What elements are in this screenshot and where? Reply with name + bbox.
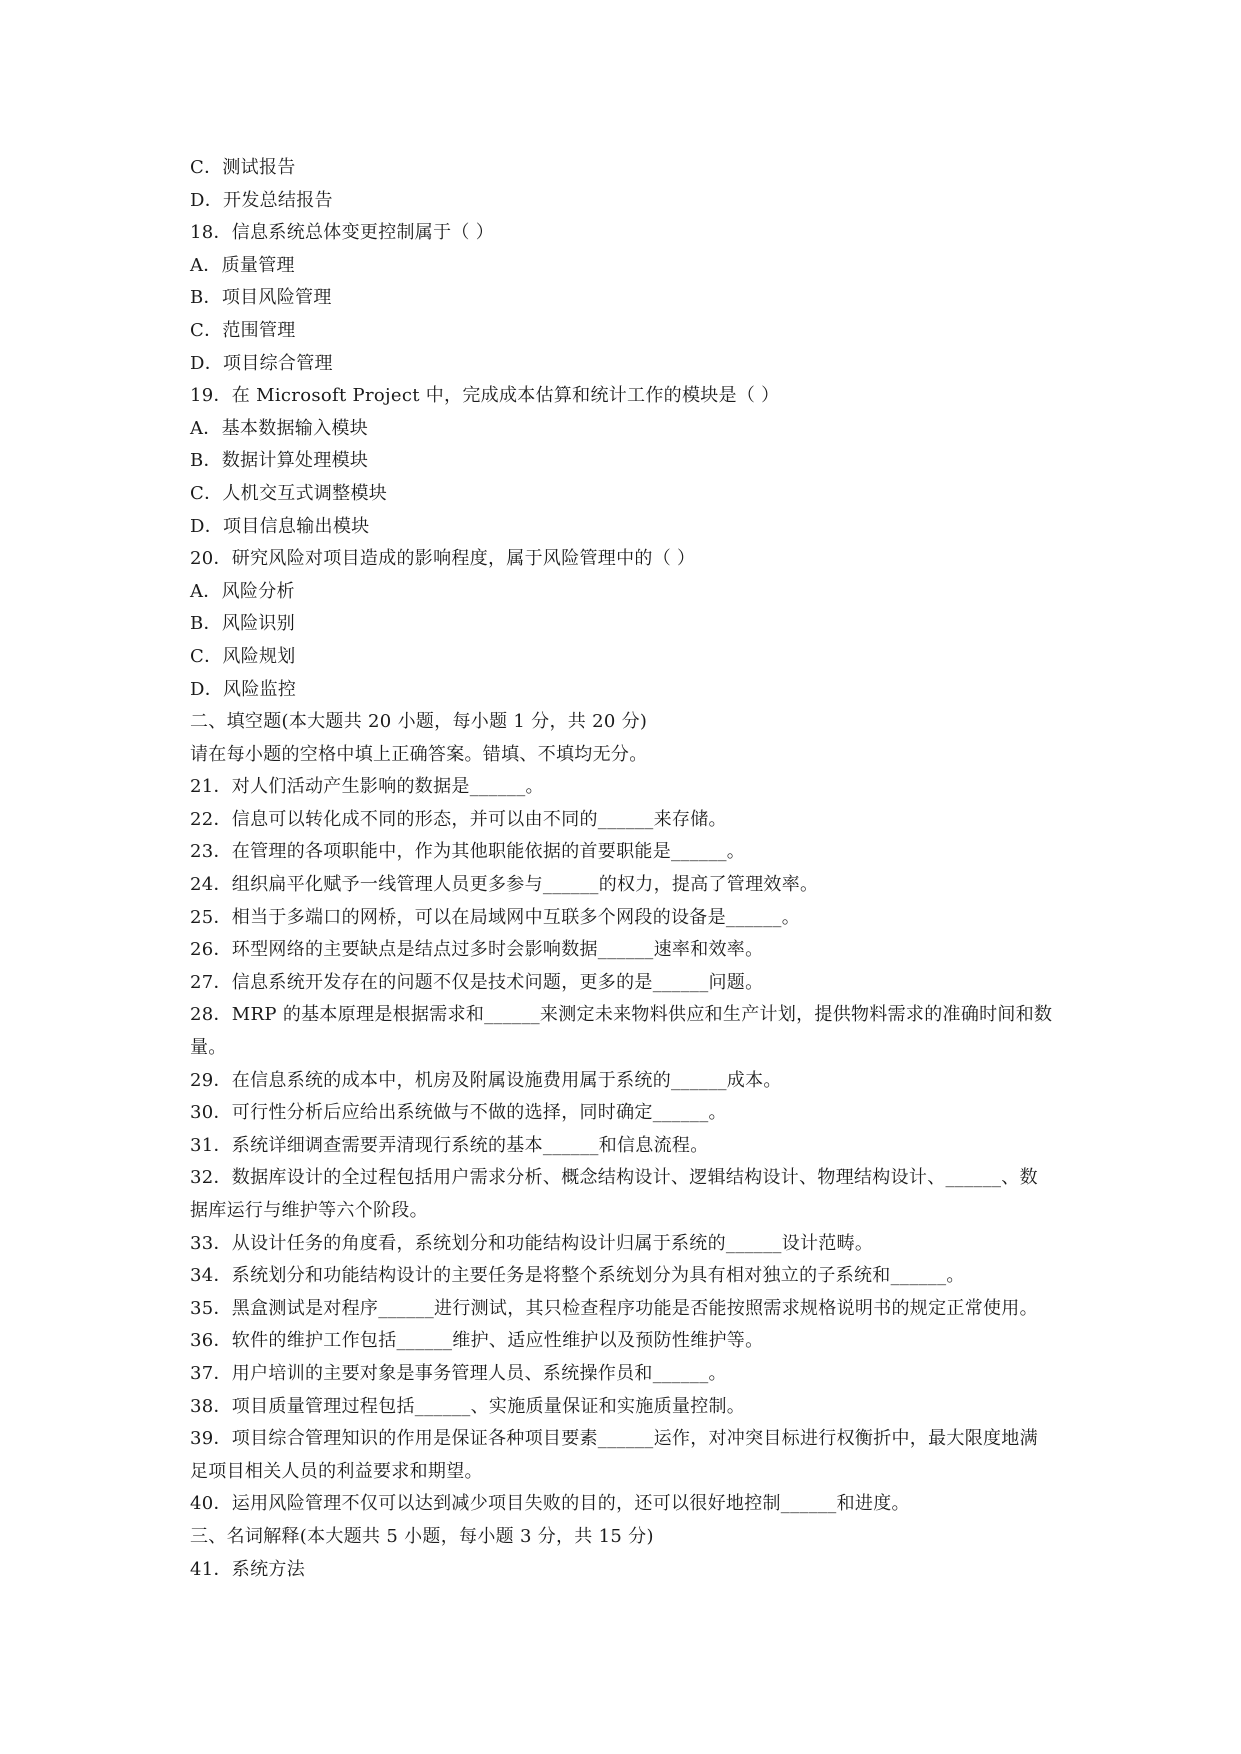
option-line: D．项目信息输出模块 (190, 515, 370, 537)
question-line: 29．在信息系统的成本中，机房及附属设施费用属于系统的______成本。 (190, 1069, 782, 1091)
question-line: 30．可行性分析后应给出系统做与不做的选择，同时确定______。 (190, 1102, 727, 1124)
document-page (190, 152, 1060, 1586)
question-line: 19．在 Microsoft Project 中，完成成本估算和统计工作的模块是（ ） (190, 385, 780, 407)
option-line: A．基本数据输入模块 (190, 417, 368, 439)
question-line: 21．对人们活动产生影响的数据是______。 (190, 776, 544, 798)
option-line: B．数据计算处理模块 (190, 450, 369, 472)
question-line: 22．信息可以转化成不同的形态，并可以由不同的______来存储。 (190, 808, 727, 830)
text-line: C．测试报告 (190, 157, 296, 178)
question-line: 27．信息系统开发存在的问题不仅是技术问题，更多的是______问题。 (190, 971, 764, 993)
option-line: C．范围管理 (190, 319, 296, 341)
option-line: D．项目综合管理 (190, 352, 333, 374)
question-line: 40．运用风险管理不仅可以达到减少项目失败的目的，还可以很好地控制______和进度。 (190, 1493, 910, 1515)
question-line: 35．黑盒测试是对程序______进行测试，其只检查程序功能是否能按照需求规格说明书的规定正常使用。 (190, 1297, 1038, 1319)
option-line: B．风险识别 (190, 613, 296, 635)
question-line: 36．软件的维护工作包括______维护、适应性维护以及预防性维护等。 (190, 1330, 764, 1352)
question-line: 23．在管理的各项职能中，作为其他职能依据的首要职能是______。 (190, 841, 746, 863)
option-line: B．项目风险管理 (190, 287, 332, 309)
question-line: 28．MRP 的基本原理是根据需求和______来测定未来物料供应和生产计划，提供物料需求的准确时间和数 (190, 1004, 1053, 1026)
section-heading: 三、名词解释(本大题共 5 小题，每小题 3 分，共 15 分) (190, 1525, 654, 1547)
section-heading: 二、填空题(本大题共 20 小题，每小题 1 分，共 20 分) (190, 711, 648, 733)
option-line: C．人机交互式调整模块 (190, 482, 388, 504)
option-line: A．质量管理 (190, 254, 295, 276)
question-line: 25．相当于多端口的网桥，可以在局域网中互联多个网段的设备是______。 (190, 906, 801, 928)
question-line: 37．用户培训的主要对象是事务管理人员、系统操作员和______。 (190, 1362, 727, 1384)
option-line: A．风险分析 (190, 580, 295, 602)
question-line: 31．系统详细调查需要弄清现行系统的基本______和信息流程。 (190, 1134, 709, 1156)
question-continuation: 据库运行与维护等六个阶段。 (190, 1200, 428, 1221)
question-line: 18．信息系统总体变更控制属于（ ） (190, 222, 495, 244)
question-continuation: 足项目相关人员的利益要求和期望。 (190, 1460, 483, 1482)
question-line: 38．项目质量管理过程包括______、实施质量保证和实施质量控制。 (190, 1395, 746, 1417)
question-line: 20．研究风险对项目造成的影响程度，属于风险管理中的（ ） (190, 548, 696, 570)
question-line: 33．从设计任务的角度看，系统划分和功能结构设计归属于系统的______设计范畴。 (190, 1232, 874, 1254)
option-line: D．风险监控 (190, 678, 297, 700)
text-line: D．开发总结报告 (190, 189, 333, 211)
question-line: 32．数据库设计的全过程包括用户需求分析、概念结构设计、逻辑结构设计、物理结构设计、______、数 (190, 1167, 1038, 1189)
question-line: 26．环型网络的主要缺点是结点过多时会影响数据______速率和效率。 (190, 939, 764, 961)
section-instruction: 请在每小题的空格中填上正确答案。错填、不填均无分。 (190, 743, 648, 765)
question-line: 39．项目综合管理知识的作用是保证各种项目要素______运作，对冲突目标进行权衡折中，最大限度地满 (190, 1428, 1038, 1450)
question-line: 41．系统方法 (190, 1558, 306, 1580)
question-continuation: 量。 (190, 1037, 227, 1059)
question-line: 34．系统划分和功能结构设计的主要任务是将整个系统划分为具有相对独立的子系统和______。 (190, 1265, 965, 1287)
option-line: C．风险规划 (190, 645, 296, 667)
question-line: 24．组织扁平化赋予一线管理人员更多参与______的权力，提高了管理效率。 (190, 874, 819, 896)
